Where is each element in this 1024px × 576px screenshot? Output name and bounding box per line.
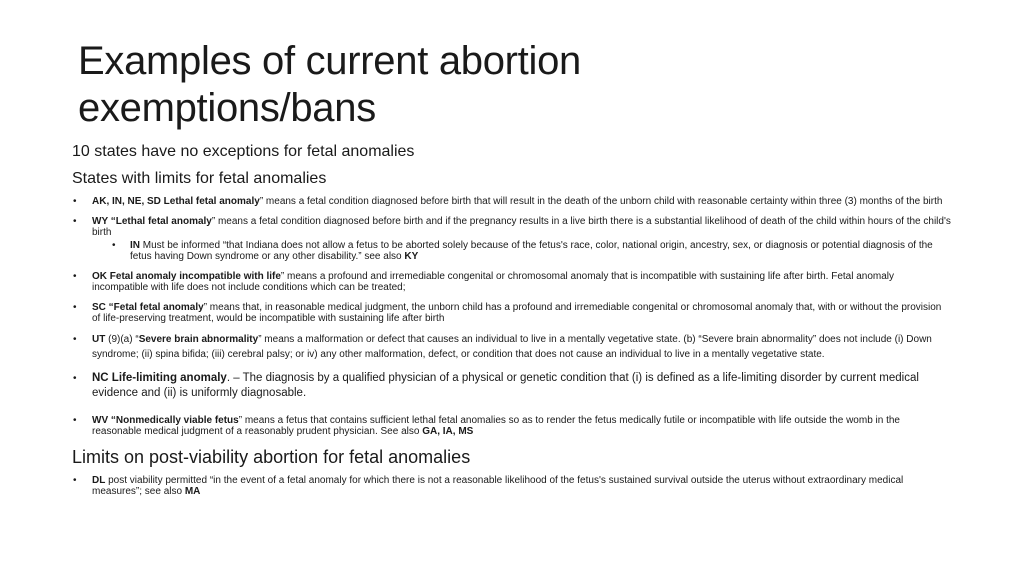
heading-states-with-limits: States with limits for fetal anomalies xyxy=(72,170,327,187)
item-label: NC Life-limiting anomaly xyxy=(92,372,227,384)
item-text: ” means a malformation or defect that causes an individual to live in a mentally vegetative state. (b) “Severe brain abnormality” does not include (i) Down syndrome; (ii) spina bifida; (iii) cerebral palsy; or iv) any other malformation, defect, or condition that does not cause an individual to live in a mentally vegetative state. xyxy=(92,334,932,360)
item-text: ” means a fetal condition diagnosed before birth and if the pregnancy results in a live birth there is a substantial likelihood of death of the child within hours of the child's birth xyxy=(92,216,951,238)
item-label: AK, IN, NE, SD Lethal fetal anomaly xyxy=(92,196,260,207)
item-label: OK Fetal anomaly incompatible with life xyxy=(92,271,281,282)
item-suffix: MA xyxy=(184,486,201,497)
item-label: WV “Nonmedically viable fetus xyxy=(92,415,239,426)
item-text: ” means a profound and irremediable congenital or chromosomal anomaly that is incompatible with sustaining life after birth. Fetal anomaly incompatible with life does not include conditions which can be treated; xyxy=(92,271,895,293)
sub-item-text: Must be informed “that Indiana does not allow a fetus to be aborted solely because of the fetus's race, color, national origin, ancestry, sex, or diagnosis or potential diagnosis of the fetus having Down syndrome or any other disability.” see also xyxy=(130,240,933,262)
item-label: Fetal fetal anomaly xyxy=(113,302,204,313)
item-label: DL xyxy=(92,475,106,486)
slide-content xyxy=(72,142,952,506)
heading-no-exceptions: 10 states have no exceptions for fetal anomalies xyxy=(72,143,415,160)
item-mid: (9)(a) “ xyxy=(105,334,139,345)
slide-title-line1: Examples of current abortion xyxy=(78,39,581,83)
sub-item-in xyxy=(92,240,952,262)
item-text: ” means that, in reasonable medical judgment, the unborn child has a profound and irremediable congenital or chromosomal anomaly that, with or without the provision of life-preserving treatment, would be incompatible with sustaining life after birth xyxy=(92,302,942,324)
item-text: ” means a fetus that contains sufficient lethal fetal anomalies so as to render the fetus medically futile or incompatible with life outside the womb in the reasonable medical judgment of a reasonably prudent physician. See also xyxy=(92,415,900,437)
item-label: Lethal fetal anomaly xyxy=(115,216,212,227)
list-item-ak-in-ne-sd xyxy=(72,196,952,207)
item-text: ” means a fetal condition diagnosed before birth that will result in the death of the unborn child with reasonable certainty within three (3) months of the birth xyxy=(259,196,943,207)
item-prefix: WY “ xyxy=(92,216,116,227)
item-prefix: SC “ xyxy=(92,302,114,313)
item-suffix: GA, IA, MS xyxy=(422,426,474,437)
item-label-2: Severe brain abnormality xyxy=(138,334,259,345)
item-label: UT xyxy=(92,334,106,345)
list-item-ut xyxy=(72,333,952,362)
list-item-wv xyxy=(72,415,952,437)
slide-title-line2: exemptions/bans xyxy=(78,86,376,130)
sub-item-label: IN xyxy=(130,240,140,251)
states-limits-list xyxy=(72,196,952,437)
sub-list xyxy=(92,240,952,262)
list-item-wy xyxy=(72,216,952,262)
item-text: . – The diagnosis by a qualified physician of a physical or genetic condition that (i) is defined as a life-limiting disorder by current medical evidence and (ii) is uniformly diagnosable. xyxy=(92,372,919,399)
list-item-sc xyxy=(72,302,952,324)
list-item-ok xyxy=(72,271,952,293)
heading-post-viability: Limits on post-viability abortion for fetal anomalies xyxy=(72,447,471,467)
item-text: post viability permitted “in the event of a fetal anomaly for which there is not a reasonable likelihood of the fetus's sustained survival outside the uterus without extraordinary medical measures”; see also xyxy=(92,475,904,497)
list-item-nc xyxy=(72,371,952,401)
post-viability-list xyxy=(72,475,952,497)
sub-item-suffix: KY xyxy=(404,251,419,262)
slide-title xyxy=(78,38,778,132)
list-item-dl xyxy=(72,475,952,497)
